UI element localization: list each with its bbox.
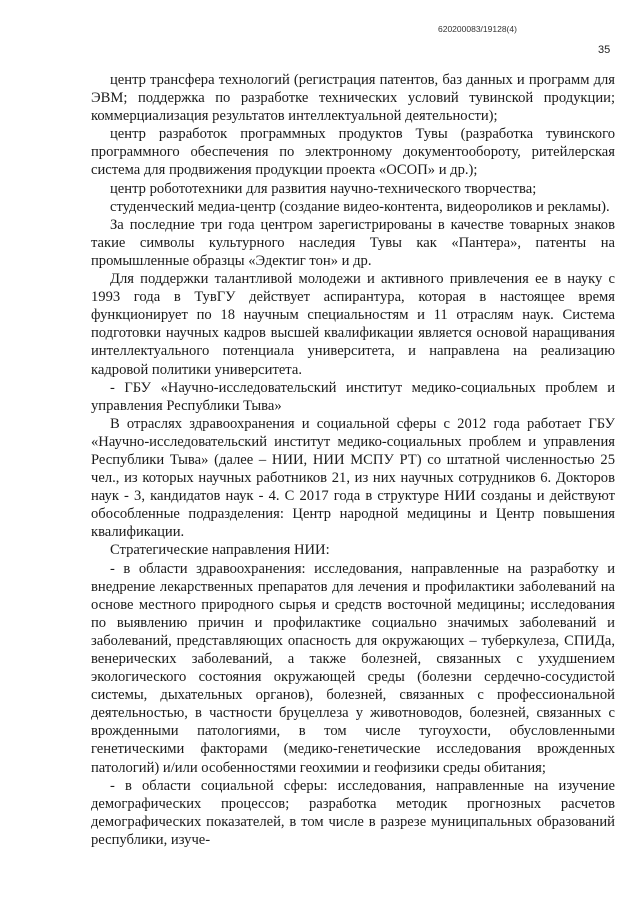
paragraph-healthcare: - в области здравоохранения: исследования, направленные на разработку и внедрение лекарственных препаратов для лечения и профилактики заболеваний на основе местного природного сырья и средств восточной медицины; исследования по выявлению причин и профилактике социально значимых заболеваний и заболеваний, представляющих опасность для окружающих – туберкулеза, СПИДа, венерических заболеваний, а также болезней, связанных с ухудшением экологического состояния окружающей среды (болезни сердечно-сосудистой системы, дыхательных органов), болезней, связанных с профессиональной деятельностью, в частности бруцеллеза у животноводов, болезней, связанных с врожденными патологиями, в том числе тугоухости, обусловленными генетическими факторами (медико-генетические исследования врожденных патологий) и/или особенностями геохимии и геофизики среды обитания; bbox=[91, 560, 615, 776]
page-number: 35 bbox=[598, 44, 611, 56]
paragraph-social-sphere: - в области социальной сферы: исследования, направленные на изучение демографических процессов; разработка методик прогнозных расчетов демографических показателей, в том числе в разрезе муниципальных образований республики, изуче- bbox=[91, 777, 615, 848]
paragraph-software-center: центр разработок программных продуктов Тувы (разработка тувинского программного обеспечения по электронному документообороту, ритейлерская система для продвижения продукции проекта «ОСОП» и др.); bbox=[91, 126, 615, 179]
paragraph-robotics-center: центр робототехники для развития научно-технического творчества; bbox=[110, 180, 537, 197]
paragraph-institute-description: В отраслях здравоохранения и социальной сферы с 2012 года работает ГБУ «Научно-исследовательский институт медико-социальных проблем и управления Республики Тыва» (далее – НИИ, НИИ МСПУ РТ) со штатной численностью 25 чел., из которых научных работников 21, из них научных сотрудников 6. Докторов наук - 3, кандидатов наук - 4. С 2017 года в структуре НИИ созданы и действуют обособленные подразделения: Центр народной медицины и Центр повышения квалификации. bbox=[91, 415, 615, 541]
document-body bbox=[91, 71, 615, 849]
paragraph-strategic-directions: Стратегические направления НИИ: bbox=[110, 542, 330, 559]
paragraph-postgraduate: Для поддержки талантливой молодежи и активного привлечения ее в науку с 1993 года в ТувГУ действует аспирантура, которая в настоящее время функционирует по 18 научным специальностям и 11 отраслям наук. Система подготовки научных кадров высшей квалификации является основой наращивания интеллектуального потенциала университета, и направлена на реализацию кадровой политики университета. bbox=[91, 271, 615, 378]
paragraph-trademarks: За последние три года центром зарегистрированы в качестве товарных знаков такие символы культурного наследия Тувы как «Пантера», патенты на промышленные образцы «Эдектиг тон» и др. bbox=[91, 216, 615, 269]
paragraph-institute-heading: - ГБУ «Научно-исследовательский институт медико-социальных проблем и управления Республики Тыва» bbox=[91, 379, 615, 414]
paragraph-media-center: студенческий медиа-центр (создание видео-контента, видеороликов и рекламы). bbox=[110, 198, 610, 215]
paragraph-technology-transfer: центр трансфера технологий (регистрация патентов, баз данных и программ для ЭВМ; поддержка по разработке технических условий тувинской продукции; коммерциализация результатов интеллектуальной деятельности); bbox=[91, 72, 615, 125]
document-id: 620200083/19128(4) bbox=[438, 24, 517, 34]
